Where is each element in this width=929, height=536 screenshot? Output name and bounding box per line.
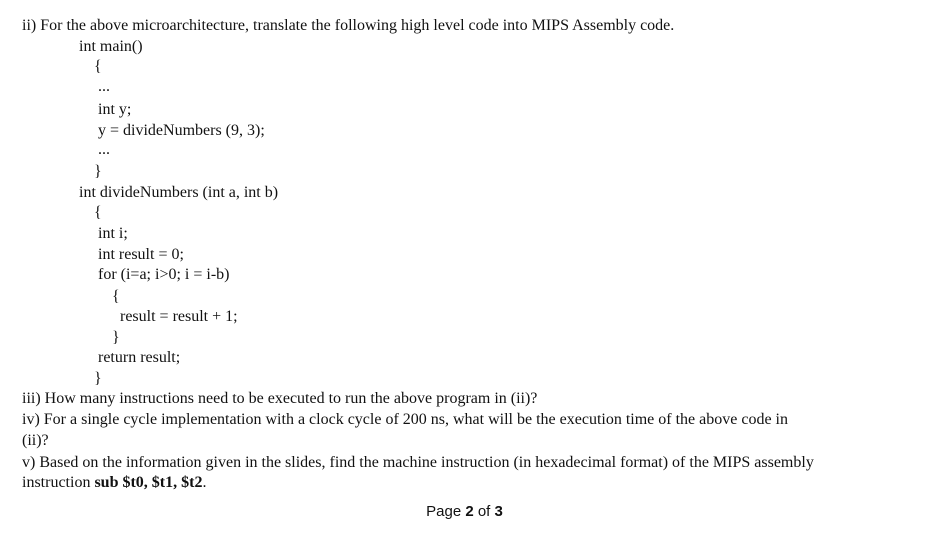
code-for-close-brace: } xyxy=(112,329,120,346)
question-v-suffix: . xyxy=(202,474,207,491)
code-ellipsis-2: ... xyxy=(98,141,110,158)
code-for-line: for (i=a; i>0; i = i-b) xyxy=(98,266,230,283)
current-page-number: 2 xyxy=(465,503,474,520)
code-ellipsis-1: ... xyxy=(98,78,110,95)
page-label: Page xyxy=(426,503,466,520)
code-func-close-brace: } xyxy=(94,370,102,387)
question-ii: ii) For the above microarchitecture, translate the following high level code into MIPS Assembly code. xyxy=(22,17,675,34)
code-for-open-brace: { xyxy=(112,288,120,305)
code-decl-i: int i; xyxy=(98,225,128,242)
total-page-number: 3 xyxy=(494,503,503,520)
question-iv-line-1: iv) For a single cycle implementation with a clock cycle of 200 ns, what will be the execution time of the above code in xyxy=(22,411,788,428)
question-v-instruction: sub $t0, $t1, $t2 xyxy=(94,474,203,491)
code-func-open-brace: { xyxy=(94,204,102,221)
code-return-line: return result; xyxy=(98,349,181,366)
page-footer xyxy=(0,503,929,521)
code-main-close-brace: } xyxy=(94,163,102,180)
code-main-open-brace: { xyxy=(94,58,102,75)
code-main-signature: int main() xyxy=(79,38,143,55)
code-loop-body: result = result + 1; xyxy=(120,308,238,325)
question-v-prefix: instruction xyxy=(22,474,95,491)
question-v-line-2 xyxy=(22,473,206,493)
question-iv-line-2: (ii)? xyxy=(22,432,49,449)
code-decl-result: int result = 0; xyxy=(98,246,184,263)
code-decl-y: int y; xyxy=(98,101,132,118)
code-assign-y: y = divideNumbers (9, 3); xyxy=(98,122,265,139)
question-v-line-1: v) Based on the information given in the slides, find the machine instruction (in hexadecimal format) of the MIPS assembly xyxy=(22,454,814,471)
page-of-label: of xyxy=(473,503,495,520)
question-iii: iii) How many instructions need to be executed to run the above program in (ii)? xyxy=(22,390,538,407)
code-func-signature: int divideNumbers (int a, int b) xyxy=(79,184,279,201)
